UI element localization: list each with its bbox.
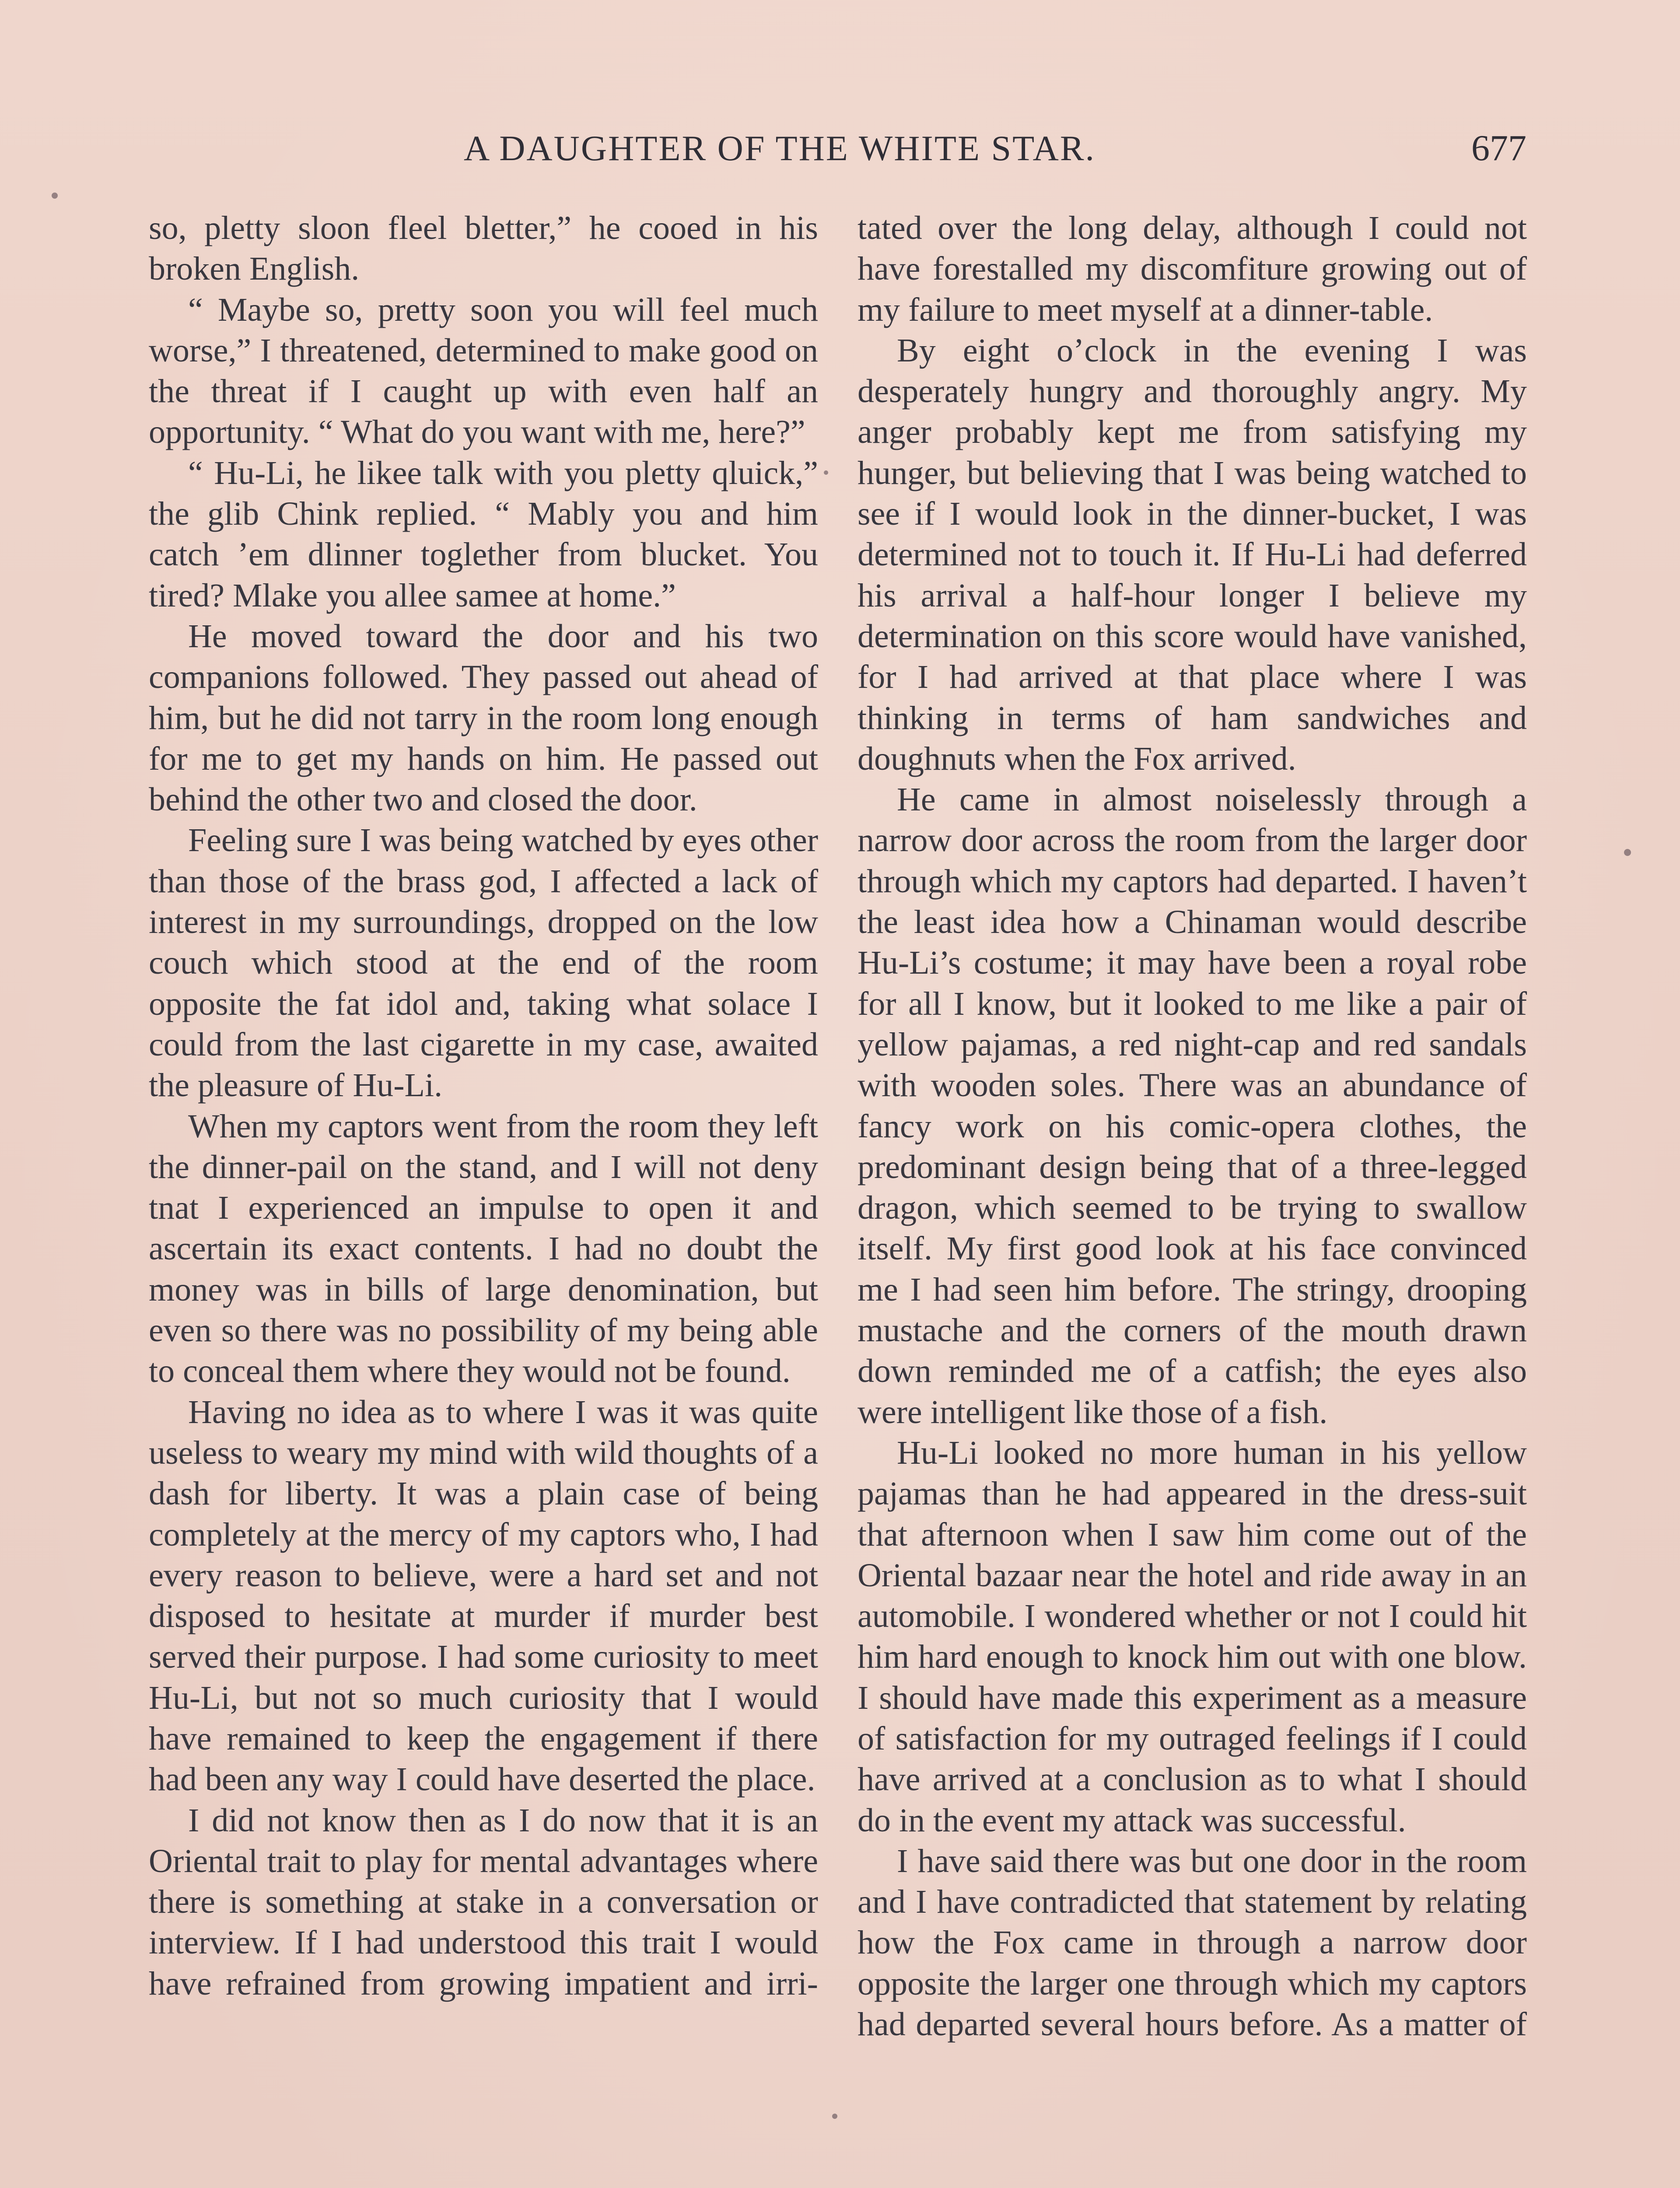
paper-speck	[824, 470, 828, 475]
paragraph: He moved toward the door and his two companions followed. They passed out ahead of him, but he did not tarry in the room long enough for me to get my hands on him. He passed out behind the other two and closed the door.	[149, 617, 818, 818]
paragraph: so, pletty sloon fleel bletter,” he cooed in his broken English.	[149, 210, 818, 288]
paragraph: Having no idea as to where I was it was quite useless to weary my mind with wild thoughts of a dash for liberty. It was a plain case of being completely at the mercy of my captors who, I had every reason to believe, were a hard set and not disposed to hesitate at murder if murder best served their purpose. I had some curiosity to meet Hu-Li, but not so much curiosity that I would have remained to keep the engagement if there had been any way I could have deserted the place.	[149, 1393, 818, 1798]
paper-speck	[832, 2114, 837, 2119]
paragraph: tated over the long delay, although I could not have forestalled my discomfiture growing out of my failure to meet myself at a dinner-table.	[858, 210, 1527, 328]
paragraph: “ Hu-Li, he likee talk with you pletty qluick,” the glib Chink replied. “ Mably you and him catch ’em dlinner toglether from blucket. You tired? Mlake you allee samee at home.”	[149, 454, 818, 614]
paragraph: He came in almost noiselessly through a narrow door across the room from the larger door through which my captors had departed. I haven’t the least idea how a Chinaman would describe Hu-Li’s costume; it may have been a royal robe for all I know, but it looked to me like a pair of yellow pajamas, a red night-cap and red sandals with wooden soles. There was an abundance of fancy work on his comic-opera clothes, the predominant design being that of a three-legged dragon, which seemed to be trying to swallow itself. My first good look at his face convinced me I had seen him before. The stringy, drooping mustache and the corners of the mouth drawn down reminded me of a catfish; the eyes also were intelligent like those of a fish.	[858, 781, 1527, 1431]
paragraph: I did not know then as I do now that it is an Oriental trait to play for mental advantages where there is something at stake in a conversation or interview. If I had understood this trait I would have refrained from growing impatient and irri-	[149, 1802, 818, 2002]
paragraph: Hu-Li looked no more human in his yellow pajamas than he had appeared in the dress-suit that afternoon when I saw him come out of the Oriental bazaar near the hotel and ride away in an automobile. I wondered whether or not I could hit him hard enough to knock him out with one blow. I should have made this experiment as a measure of satisfaction for my outraged feelings if I could have arrived at a conclusion as to what I should do in the event my attack was successful.	[858, 1434, 1527, 1839]
paper-speck	[52, 193, 58, 199]
page-number: 677	[1471, 128, 1526, 168]
paragraph: By eight o’clock in the evening I was desperately hungry and thoroughly angry. My anger probably kept me from satisfying my hunger, but believing that I was being watched to see if I would look in the dinner-bucket, I was determined not to touch it. If Hu-Li had deferred his arrival a half-hour longer I believe my determination on this score would have vanished, for I had arrived at that place where I was thinking in terms of ham sandwiches and doughnuts when the Fox arrived.	[858, 332, 1527, 777]
paragraph: Feeling sure I was being watched by eyes other than those of the brass god, I affected a lack of interest in my surroundings, dropped on the low couch which stood at the end of the room opposite the fat idol and, taking what solace I could from the last cigarette in my case, awaited the pleasure of Hu-Li.	[149, 822, 818, 1104]
left-text-column	[149, 208, 818, 2004]
right-text-column	[858, 208, 1527, 2045]
paragraph: When my captors went from the room they left the dinner-pail on the stand, and I will not deny tnat I experienced an impulse to open it and ascertain its exact contents. I had no doubt the money was in bills of large denomination, but even so there was no possibility of my being able to conceal them where they would not be found.	[149, 1108, 818, 1390]
paragraph: “ Maybe so, pretty soon you will feel much worse,” I threatened, determined to make good on the threat if I caught up with even half an opportunity. “ What do you want with me, here?”	[149, 291, 818, 451]
paper-speck	[1624, 849, 1631, 856]
running-title: A DAUGHTER OF THE WHITE STAR.	[464, 128, 1096, 168]
paragraph: I have said there was but one door in the room and I have contradicted that statement by relating how the Fox came in through a narrow door opposite the larger one through which my captors had departed several hours before. As a matter of	[858, 1842, 1527, 2043]
